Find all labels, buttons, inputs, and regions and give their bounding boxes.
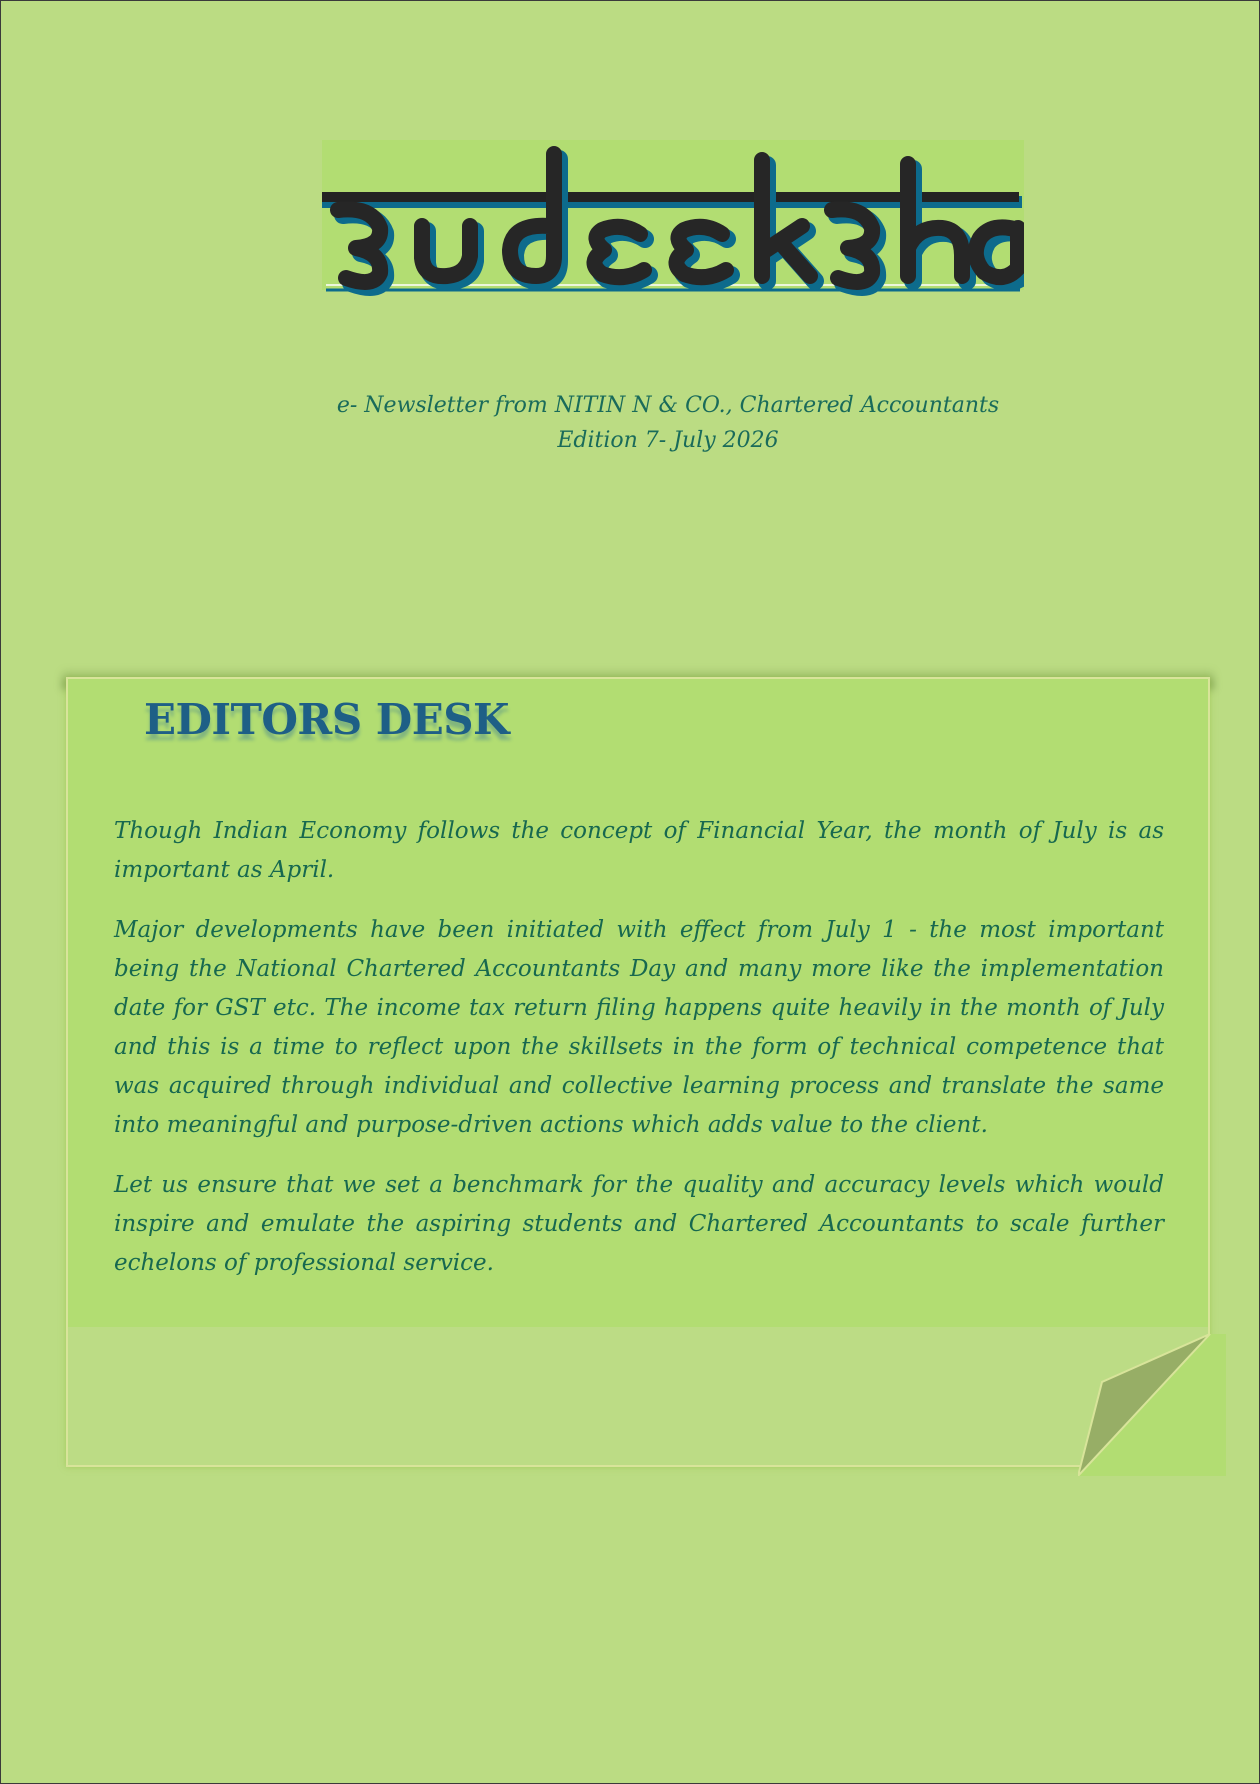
editorial-paragraph: Major developments have been initiated with effect from July 1 - the most important being the National Chartered Accountants Day and many more like the implementation date for GST etc. The income tax return filing happens quite heavily in the month of July and this is a time to reflect upon the skillsets in the form of technical competence that was acquired through individual and collective learning process and translate the same into meaningful and purpose-driven actions which adds value to the client. [114,917,1164,1138]
editorial-paragraph: Though Indian Economy follows the concept of Financial Year, the month of July is as important as April. [114,818,1164,883]
sudeeksha-logo-graphic [322,138,1024,296]
editors-desk-heading: EDITORS DESK [144,695,510,744]
masthead-logo [322,138,1024,296]
editors-desk-panel [66,677,1210,1467]
panel-lower-band [68,1327,1208,1465]
editorial-paragraph: Let us ensure that we set a benchmark for the quality and accuracy levels which would inspire and emulate the aspiring students and Chartered Accountants to scale further echelons of professional service. [114,1172,1164,1276]
newsletter-tagline: e- Newsletter from NITIN N & CO., Chartered Accountants [336,393,1000,418]
editors-desk-body [114,812,1164,1304]
page-curl-icon [1078,1334,1226,1476]
edition-line: Edition 7- July 2026 [557,428,779,453]
